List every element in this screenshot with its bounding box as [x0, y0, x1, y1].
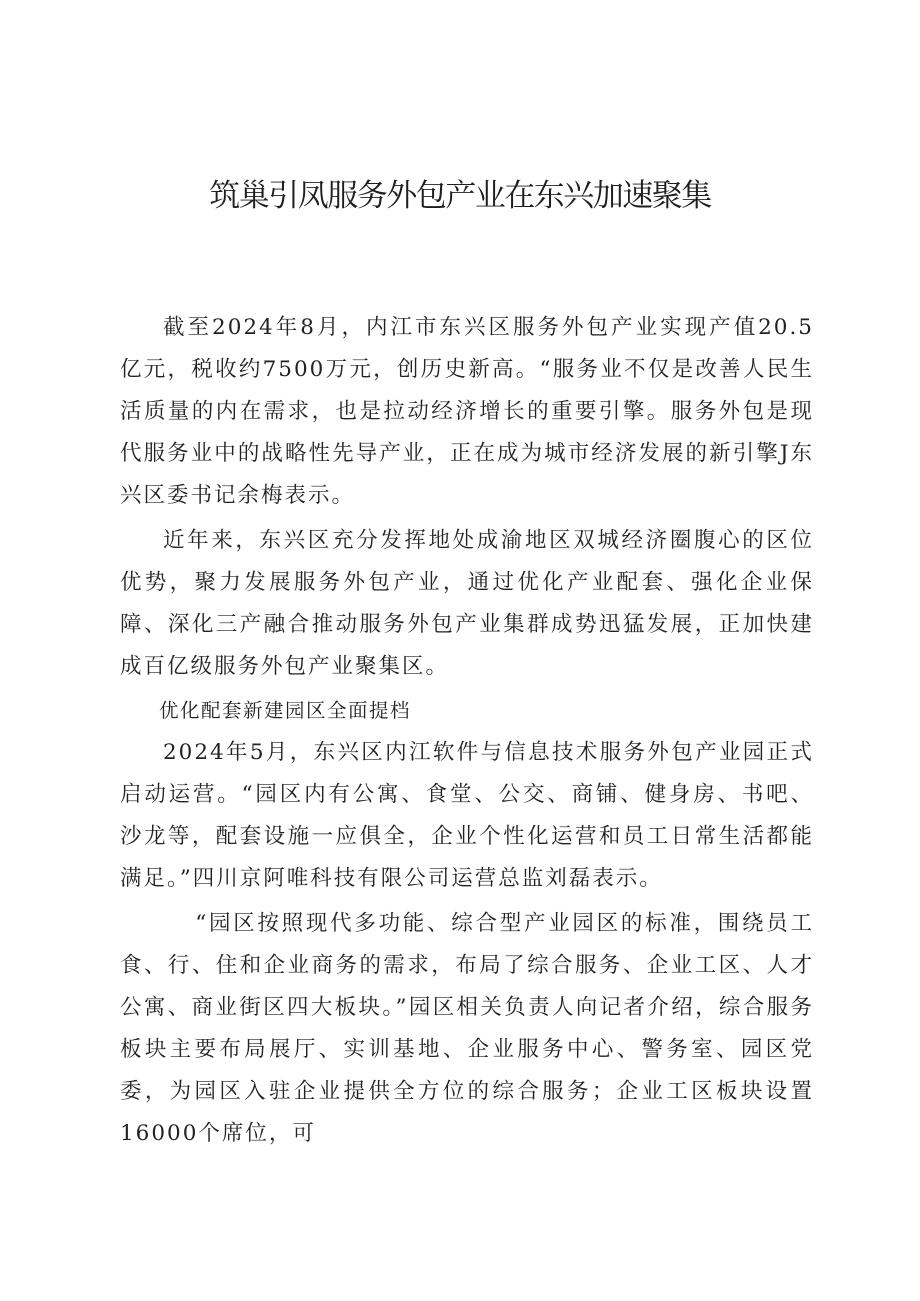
paragraph-park-launch: 2024年5月，东兴区内江软件与信息技术服务外包产业园正式启动运营。“园区内有公寓、食堂、公交、商铺、健身房、书吧、沙龙等，配套设施一应俱全，企业个性化运营和员工日常生活都能满足。”四川京阿唯科技有限公司运营总监刘磊表示。 — [120, 740, 814, 891]
paragraph-park-layout: “园区按照现代多功能、综合型产业园区的标准，围绕员工食、行、住和企业商务的需求，布局了综合服务、企业工区、人才公寓、商业街区四大板块。”园区相关负责人向记者介绍，综合服务板块主要布局展厅、实训基地、企业服务中心、警务室、园区党委，为园区入驻企业提供全方位的综合服务；企业工区板块设置16000个席位，可 — [120, 911, 814, 1146]
document-title: 筑巢引凤服务外包产业在东兴加速聚集 — [209, 178, 711, 214]
paragraph-output-value: 截至2024年8月，内江市东兴区服务外包产业实现产值20.5亿元，税收约7500万元，创历史新高。“服务业不仅是改善人民生活质量的内在需求，也是拉动经济增长的重要引擎。服务外包是现代服务业中的战略性先导产业，正在成为城市经济发展的新引擎J东兴区委书记余梅表示。 — [120, 315, 814, 508]
paragraph-regional-advantage: 近年来，东兴区充分发挥地处成渝地区双城经济圈腹心的区位优势，聚力发展服务外包产业，通过优化产业配套、强化企业保障、深化三产融合推动服务外包产业集群成势迅猛发展，正加快建成百亿级服务外包产业聚集区。 — [120, 528, 814, 679]
document-body — [120, 307, 814, 1155]
section-subheading: 优化配套新建园区全面提档 — [159, 699, 412, 722]
